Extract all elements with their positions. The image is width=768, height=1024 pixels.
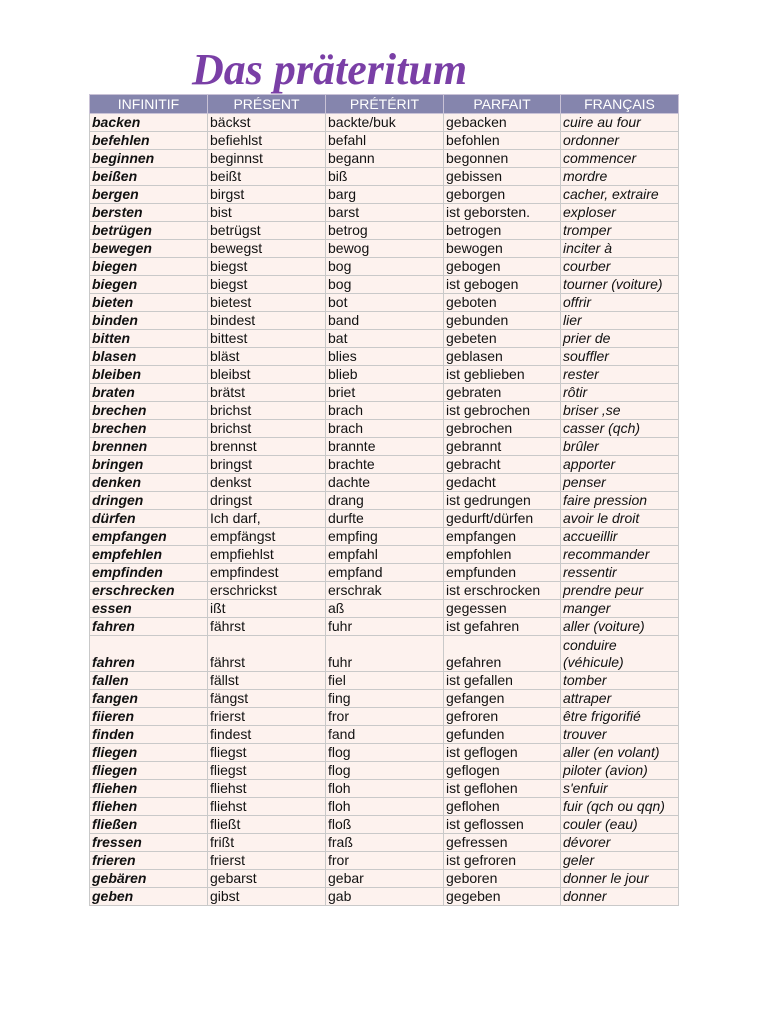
- preterite-cell: begann: [326, 150, 444, 168]
- infinitive-cell: biegen: [90, 258, 208, 276]
- french-cell: aller (voiture): [561, 618, 679, 636]
- infinitive-cell: fließen: [90, 816, 208, 834]
- present-cell: empfängst: [208, 528, 326, 546]
- preterite-cell: betrog: [326, 222, 444, 240]
- french-cell: ordonner: [561, 132, 679, 150]
- perfect-cell: gebunden: [444, 312, 561, 330]
- table-row: [90, 600, 679, 618]
- table-row: [90, 150, 679, 168]
- present-cell: Ich darf,: [208, 510, 326, 528]
- infinitive-cell: denken: [90, 474, 208, 492]
- preterite-cell: fraß: [326, 834, 444, 852]
- french-cell: penser: [561, 474, 679, 492]
- preterite-cell: fiel: [326, 672, 444, 690]
- infinitive-cell: brennen: [90, 438, 208, 456]
- perfect-cell: ist gedrungen: [444, 492, 561, 510]
- page-title: Das präteritum: [192, 45, 468, 94]
- present-cell: fährst: [208, 636, 326, 672]
- infinitive-cell: finden: [90, 726, 208, 744]
- french-cell: lier: [561, 312, 679, 330]
- perfect-cell: ist geflogen: [444, 744, 561, 762]
- perfect-cell: betrogen: [444, 222, 561, 240]
- perfect-cell: ist geblieben: [444, 366, 561, 384]
- present-cell: brichst: [208, 402, 326, 420]
- table-row: [90, 348, 679, 366]
- preterite-cell: bog: [326, 258, 444, 276]
- present-cell: bietest: [208, 294, 326, 312]
- perfect-cell: gebrochen: [444, 420, 561, 438]
- table-row: [90, 222, 679, 240]
- present-cell: findest: [208, 726, 326, 744]
- table-row: [90, 420, 679, 438]
- present-cell: empfindest: [208, 564, 326, 582]
- infinitive-cell: bieten: [90, 294, 208, 312]
- present-cell: brichst: [208, 420, 326, 438]
- table-row: [90, 492, 679, 510]
- table-row: [90, 834, 679, 852]
- french-cell: recommander: [561, 546, 679, 564]
- perfect-cell: gebracht: [444, 456, 561, 474]
- preterite-cell: befahl: [326, 132, 444, 150]
- present-cell: bäckst: [208, 114, 326, 132]
- table-row: [90, 510, 679, 528]
- perfect-cell: ist gebrochen: [444, 402, 561, 420]
- table-row: [90, 366, 679, 384]
- present-cell: biegst: [208, 276, 326, 294]
- preterite-cell: empfahl: [326, 546, 444, 564]
- table-row: [90, 618, 679, 636]
- present-cell: fliehst: [208, 798, 326, 816]
- table-row: [90, 474, 679, 492]
- perfect-cell: geboren: [444, 870, 561, 888]
- infinitive-cell: dürfen: [90, 510, 208, 528]
- perfect-cell: begonnen: [444, 150, 561, 168]
- infinitive-cell: bitten: [90, 330, 208, 348]
- infinitive-cell: fahren: [90, 618, 208, 636]
- french-cell: geler: [561, 852, 679, 870]
- perfect-cell: ist erschrocken: [444, 582, 561, 600]
- preterite-cell: briet: [326, 384, 444, 402]
- french-cell: attraper: [561, 690, 679, 708]
- table-row: [90, 780, 679, 798]
- perfect-cell: befohlen: [444, 132, 561, 150]
- present-cell: erschrickst: [208, 582, 326, 600]
- present-cell: denkst: [208, 474, 326, 492]
- table-row: [90, 456, 679, 474]
- french-cell: aller (en volant): [561, 744, 679, 762]
- infinitive-cell: fahren: [90, 636, 208, 672]
- infinitive-cell: fliegen: [90, 744, 208, 762]
- preterite-cell: brach: [326, 420, 444, 438]
- preterite-cell: fror: [326, 708, 444, 726]
- table-row: [90, 168, 679, 186]
- infinitive-cell: fliehen: [90, 798, 208, 816]
- table-row: [90, 798, 679, 816]
- french-cell: conduire (véhicule): [561, 636, 679, 672]
- preterite-cell: floh: [326, 780, 444, 798]
- preterite-cell: durfte: [326, 510, 444, 528]
- french-cell: tomber: [561, 672, 679, 690]
- present-cell: brätst: [208, 384, 326, 402]
- infinitive-cell: frieren: [90, 852, 208, 870]
- french-cell: souffler: [561, 348, 679, 366]
- infinitive-cell: bewegen: [90, 240, 208, 258]
- table-row: [90, 276, 679, 294]
- preterite-cell: biß: [326, 168, 444, 186]
- perfect-cell: ist gefallen: [444, 672, 561, 690]
- infinitive-cell: gebären: [90, 870, 208, 888]
- french-cell: mordre: [561, 168, 679, 186]
- french-cell: exploser: [561, 204, 679, 222]
- table-row: [90, 582, 679, 600]
- table-row: [90, 708, 679, 726]
- verb-rows: [90, 114, 679, 906]
- infinitive-cell: binden: [90, 312, 208, 330]
- french-cell: prendre peur: [561, 582, 679, 600]
- perfect-cell: gedurft/dürfen: [444, 510, 561, 528]
- header-present: PRÉSENT: [208, 95, 326, 114]
- french-cell: avoir le droit: [561, 510, 679, 528]
- table-row: [90, 546, 679, 564]
- perfect-cell: gefangen: [444, 690, 561, 708]
- infinitive-cell: brechen: [90, 402, 208, 420]
- perfect-cell: empfunden: [444, 564, 561, 582]
- infinitive-cell: erschrecken: [90, 582, 208, 600]
- preterite-cell: fand: [326, 726, 444, 744]
- header-preterit: PRÉTÉRIT: [326, 95, 444, 114]
- french-cell: piloter (avion): [561, 762, 679, 780]
- table-row: [90, 204, 679, 222]
- french-cell: prier de: [561, 330, 679, 348]
- table-row: [90, 726, 679, 744]
- french-cell: fuir (qch ou qqn): [561, 798, 679, 816]
- table-row: [90, 888, 679, 906]
- infinitive-cell: essen: [90, 600, 208, 618]
- table-row: [90, 636, 679, 672]
- french-cell: cuire au four: [561, 114, 679, 132]
- perfect-cell: gedacht: [444, 474, 561, 492]
- infinitive-cell: fressen: [90, 834, 208, 852]
- perfect-cell: gefahren: [444, 636, 561, 672]
- infinitive-cell: backen: [90, 114, 208, 132]
- preterite-cell: floß: [326, 816, 444, 834]
- french-cell: cacher, extraire: [561, 186, 679, 204]
- present-cell: brennst: [208, 438, 326, 456]
- perfect-cell: gebeten: [444, 330, 561, 348]
- present-cell: birgst: [208, 186, 326, 204]
- perfect-cell: gebrannt: [444, 438, 561, 456]
- french-cell: tromper: [561, 222, 679, 240]
- present-cell: bindest: [208, 312, 326, 330]
- preterite-cell: drang: [326, 492, 444, 510]
- preterite-cell: bog: [326, 276, 444, 294]
- table-row: [90, 870, 679, 888]
- preterite-cell: barg: [326, 186, 444, 204]
- infinitive-cell: empfinden: [90, 564, 208, 582]
- perfect-cell: geflohen: [444, 798, 561, 816]
- infinitive-cell: biegen: [90, 276, 208, 294]
- table-row: [90, 330, 679, 348]
- infinitive-cell: bringen: [90, 456, 208, 474]
- present-cell: bewegst: [208, 240, 326, 258]
- preterite-cell: gab: [326, 888, 444, 906]
- table-row: [90, 762, 679, 780]
- french-cell: couler (eau): [561, 816, 679, 834]
- present-cell: frierst: [208, 708, 326, 726]
- preterite-cell: fuhr: [326, 618, 444, 636]
- preterite-cell: backte/buk: [326, 114, 444, 132]
- preterite-cell: aß: [326, 600, 444, 618]
- french-cell: ressentir: [561, 564, 679, 582]
- perfect-cell: gebogen: [444, 258, 561, 276]
- french-cell: dévorer: [561, 834, 679, 852]
- perfect-cell: gefunden: [444, 726, 561, 744]
- infinitive-cell: geben: [90, 888, 208, 906]
- perfect-cell: ist geborsten.: [444, 204, 561, 222]
- preterite-cell: dachte: [326, 474, 444, 492]
- perfect-cell: gebissen: [444, 168, 561, 186]
- preterite-cell: bot: [326, 294, 444, 312]
- table-row: [90, 312, 679, 330]
- perfect-cell: gegessen: [444, 600, 561, 618]
- present-cell: fliehst: [208, 780, 326, 798]
- french-cell: être frigorifié: [561, 708, 679, 726]
- header-francais: FRANÇAIS: [561, 95, 679, 114]
- present-cell: befiehlst: [208, 132, 326, 150]
- table-row: [90, 240, 679, 258]
- present-cell: dringst: [208, 492, 326, 510]
- infinitive-cell: bergen: [90, 186, 208, 204]
- table-row: [90, 402, 679, 420]
- present-cell: fliegst: [208, 744, 326, 762]
- french-cell: donner: [561, 888, 679, 906]
- infinitive-cell: blasen: [90, 348, 208, 366]
- perfect-cell: ist geflohen: [444, 780, 561, 798]
- infinitive-cell: fliehen: [90, 780, 208, 798]
- preterite-cell: blieb: [326, 366, 444, 384]
- table-row: [90, 132, 679, 150]
- perfect-cell: empfangen: [444, 528, 561, 546]
- preterite-cell: band: [326, 312, 444, 330]
- french-cell: courber: [561, 258, 679, 276]
- french-cell: offrir: [561, 294, 679, 312]
- header-row: [90, 95, 679, 114]
- perfect-cell: gebraten: [444, 384, 561, 402]
- preterite-cell: brach: [326, 402, 444, 420]
- french-cell: brûler: [561, 438, 679, 456]
- present-cell: ißt: [208, 600, 326, 618]
- perfect-cell: geblasen: [444, 348, 561, 366]
- preterite-cell: bewog: [326, 240, 444, 258]
- infinitive-cell: brechen: [90, 420, 208, 438]
- present-cell: empfiehlst: [208, 546, 326, 564]
- table-row: [90, 564, 679, 582]
- present-cell: frierst: [208, 852, 326, 870]
- present-cell: bläst: [208, 348, 326, 366]
- present-cell: fängst: [208, 690, 326, 708]
- preterite-cell: fror: [326, 852, 444, 870]
- infinitive-cell: braten: [90, 384, 208, 402]
- preterite-cell: brachte: [326, 456, 444, 474]
- french-cell: casser (qch): [561, 420, 679, 438]
- present-cell: bittest: [208, 330, 326, 348]
- french-cell: s'enfuir: [561, 780, 679, 798]
- preterite-cell: fing: [326, 690, 444, 708]
- present-cell: fährst: [208, 618, 326, 636]
- preterite-cell: bat: [326, 330, 444, 348]
- french-cell: commencer: [561, 150, 679, 168]
- perfect-cell: ist gefahren: [444, 618, 561, 636]
- french-cell: rester: [561, 366, 679, 384]
- table-row: [90, 672, 679, 690]
- table-row: [90, 816, 679, 834]
- header-parfait: PARFAIT: [444, 95, 561, 114]
- infinitive-cell: fallen: [90, 672, 208, 690]
- preterite-cell: erschrak: [326, 582, 444, 600]
- table-row: [90, 258, 679, 276]
- table-row: [90, 186, 679, 204]
- perfect-cell: gefressen: [444, 834, 561, 852]
- infinitive-cell: empfehlen: [90, 546, 208, 564]
- perfect-cell: gefroren: [444, 708, 561, 726]
- french-cell: accueillir: [561, 528, 679, 546]
- infinitive-cell: bleiben: [90, 366, 208, 384]
- table-row: [90, 528, 679, 546]
- infinitive-cell: betrügen: [90, 222, 208, 240]
- present-cell: bist: [208, 204, 326, 222]
- table-row: [90, 114, 679, 132]
- french-cell: manger: [561, 600, 679, 618]
- french-cell: donner le jour: [561, 870, 679, 888]
- present-cell: beißt: [208, 168, 326, 186]
- perfect-cell: ist geflossen: [444, 816, 561, 834]
- present-cell: bleibst: [208, 366, 326, 384]
- table-row: [90, 384, 679, 402]
- preterite-cell: empfing: [326, 528, 444, 546]
- table-row: [90, 438, 679, 456]
- present-cell: fällst: [208, 672, 326, 690]
- table-row: [90, 852, 679, 870]
- header-infinitif: INFINITIF: [90, 95, 208, 114]
- french-cell: inciter à: [561, 240, 679, 258]
- french-cell: tourner (voiture): [561, 276, 679, 294]
- french-cell: apporter: [561, 456, 679, 474]
- infinitive-cell: beißen: [90, 168, 208, 186]
- preterite-cell: blies: [326, 348, 444, 366]
- preterite-cell: flog: [326, 744, 444, 762]
- perfect-cell: gegeben: [444, 888, 561, 906]
- infinitive-cell: fliegen: [90, 762, 208, 780]
- perfect-cell: ist gebogen: [444, 276, 561, 294]
- infinitive-cell: beginnen: [90, 150, 208, 168]
- present-cell: frißt: [208, 834, 326, 852]
- preterite-cell: fuhr: [326, 636, 444, 672]
- infinitive-cell: fangen: [90, 690, 208, 708]
- verb-table: [89, 94, 679, 906]
- french-cell: briser ,se: [561, 402, 679, 420]
- preterite-cell: gebar: [326, 870, 444, 888]
- table-row: [90, 744, 679, 762]
- french-cell: trouver: [561, 726, 679, 744]
- preterite-cell: flog: [326, 762, 444, 780]
- perfect-cell: gebacken: [444, 114, 561, 132]
- perfect-cell: geflogen: [444, 762, 561, 780]
- present-cell: biegst: [208, 258, 326, 276]
- preterite-cell: brannte: [326, 438, 444, 456]
- present-cell: fließt: [208, 816, 326, 834]
- preterite-cell: floh: [326, 798, 444, 816]
- french-cell: faire pression: [561, 492, 679, 510]
- perfect-cell: empfohlen: [444, 546, 561, 564]
- present-cell: fliegst: [208, 762, 326, 780]
- table-row: [90, 690, 679, 708]
- preterite-cell: empfand: [326, 564, 444, 582]
- perfect-cell: ist gefroren: [444, 852, 561, 870]
- perfect-cell: geboten: [444, 294, 561, 312]
- perfect-cell: bewogen: [444, 240, 561, 258]
- present-cell: betrügst: [208, 222, 326, 240]
- perfect-cell: geborgen: [444, 186, 561, 204]
- infinitive-cell: bersten: [90, 204, 208, 222]
- present-cell: gebarst: [208, 870, 326, 888]
- present-cell: beginnst: [208, 150, 326, 168]
- infinitive-cell: fiieren: [90, 708, 208, 726]
- infinitive-cell: empfangen: [90, 528, 208, 546]
- present-cell: gibst: [208, 888, 326, 906]
- french-cell: rôtir: [561, 384, 679, 402]
- table-row: [90, 294, 679, 312]
- infinitive-cell: dringen: [90, 492, 208, 510]
- infinitive-cell: befehlen: [90, 132, 208, 150]
- preterite-cell: barst: [326, 204, 444, 222]
- present-cell: bringst: [208, 456, 326, 474]
